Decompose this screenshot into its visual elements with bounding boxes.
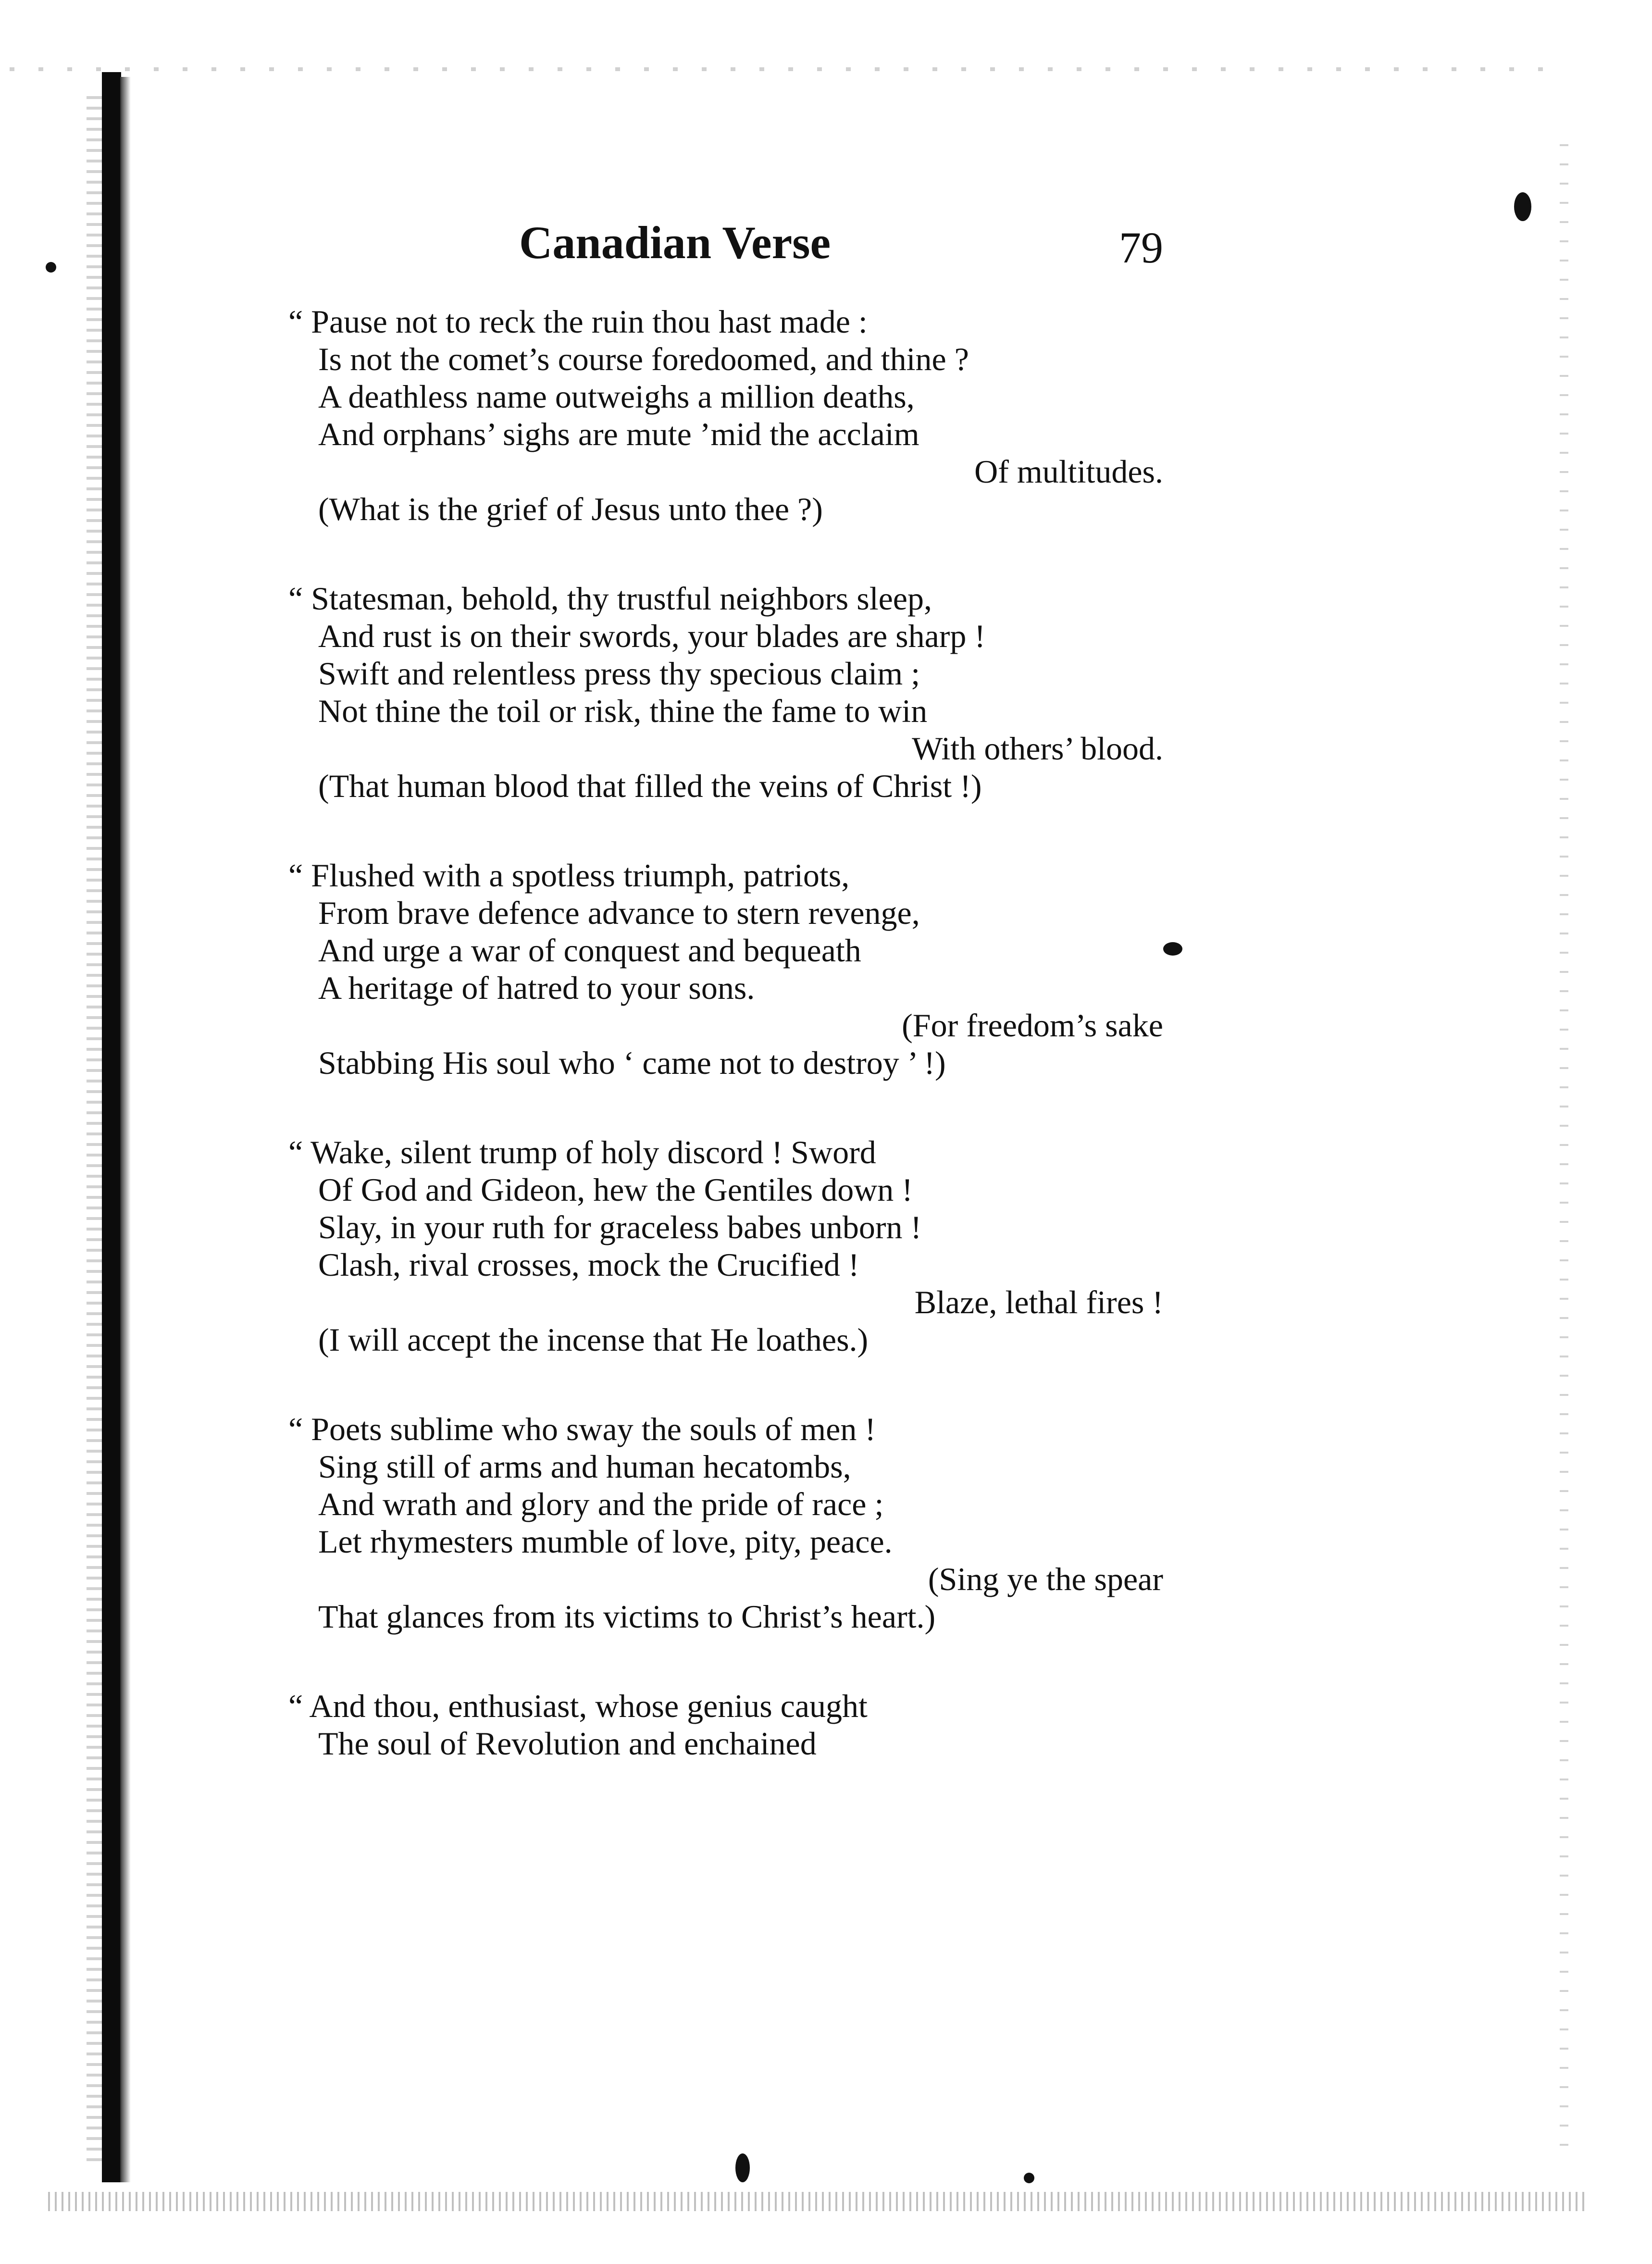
stanza-5	[288, 1410, 1163, 1635]
ink-blot	[46, 262, 56, 273]
ink-blot	[1024, 2173, 1034, 2183]
verse-line: A deathless name outweighs a million deaths,	[318, 378, 915, 415]
page-top-edge	[10, 67, 1557, 71]
verse-line-half: (Sing ye the spear	[928, 1561, 1163, 1597]
ink-blot	[735, 2153, 750, 2182]
stanza-1	[288, 303, 1163, 528]
verse-line-half: Blaze, lethal fires !	[914, 1284, 1163, 1320]
stanza-2	[288, 580, 1163, 805]
binding-shadow-fade	[120, 77, 131, 2182]
page-bottom-edge	[48, 2192, 1586, 2211]
stanza-3	[288, 857, 1163, 1082]
verse-line: “ Flushed with a spotless triumph, patriots,	[288, 857, 850, 894]
verse-line: Sing still of arms and human hecatombs,	[318, 1448, 851, 1485]
verse-line: And urge a war of conquest and bequeath	[318, 932, 861, 969]
verse-line: “ And thou, enthusiast, whose genius caught	[288, 1688, 868, 1724]
page-number: 79	[1119, 223, 1163, 272]
stanza-6	[288, 1687, 1163, 1762]
verse-line: From brave defence advance to stern revenge,	[318, 895, 920, 931]
binding-shadow	[102, 72, 121, 2182]
verse-line: “ Pause not to reck the ruin thou hast made :	[288, 303, 868, 340]
verse-line: And rust is on their swords, your blades are sharp !	[318, 618, 986, 654]
verse-line: Of God and Gideon, hew the Gentiles down !	[318, 1171, 913, 1208]
verse-line: “ Wake, silent trump of holy discord ! Sword	[288, 1134, 876, 1170]
verse-line: Slay, in your ruth for graceless babes unborn !	[318, 1209, 922, 1245]
verse-line-refrain: (What is the grief of Jesus unto thee ?)	[318, 491, 823, 527]
verse-line: Is not the comet’s course foredoomed, and thine ?	[318, 341, 969, 377]
verse-line: And orphans’ sighs are mute ’mid the acclaim	[318, 416, 919, 452]
verse-line: The soul of Revolution and enchained	[318, 1725, 817, 1762]
verse-line: Clash, rival crosses, mock the Crucified !	[318, 1246, 859, 1283]
verse-line-refrain: (That human blood that filled the veins of Christ !)	[318, 768, 982, 804]
verse-line: A heritage of hatred to your sons.	[318, 970, 755, 1006]
page-header	[519, 214, 1163, 272]
verse-line-half: With others’ blood.	[912, 730, 1163, 767]
verse-line: Let rhymesters mumble of love, pity, peace.	[318, 1523, 893, 1560]
verse-line: Not thine the toil or risk, thine the fame to win	[318, 693, 928, 729]
verse-line: “ Poets sublime who sway the souls of men !	[288, 1411, 876, 1447]
verse-line-half: Of multitudes.	[974, 453, 1163, 490]
verse-line-refrain: That glances from its victims to Christ’s heart.)	[318, 1598, 936, 1635]
verse-line: And wrath and glory and the pride of race ;	[318, 1486, 884, 1522]
running-title: Canadian Verse	[519, 217, 831, 268]
page-right-edge	[1560, 144, 1568, 2163]
poem-body	[288, 303, 1163, 1814]
verse-line-refrain: Stabbing His soul who ‘ came not to destroy ’ !)	[318, 1045, 946, 1081]
verse-line: Swift and relentless press thy specious claim ;	[318, 655, 920, 692]
verse-line-half: (For freedom’s sake	[902, 1007, 1163, 1044]
ink-blot	[1163, 942, 1182, 956]
ink-blot	[1514, 192, 1531, 221]
verse-line-refrain: (I will accept the incense that He loathes.)	[318, 1321, 869, 1358]
stanza-4	[288, 1133, 1163, 1358]
verse-line: “ Statesman, behold, thy trustful neighbors sleep,	[288, 580, 932, 617]
